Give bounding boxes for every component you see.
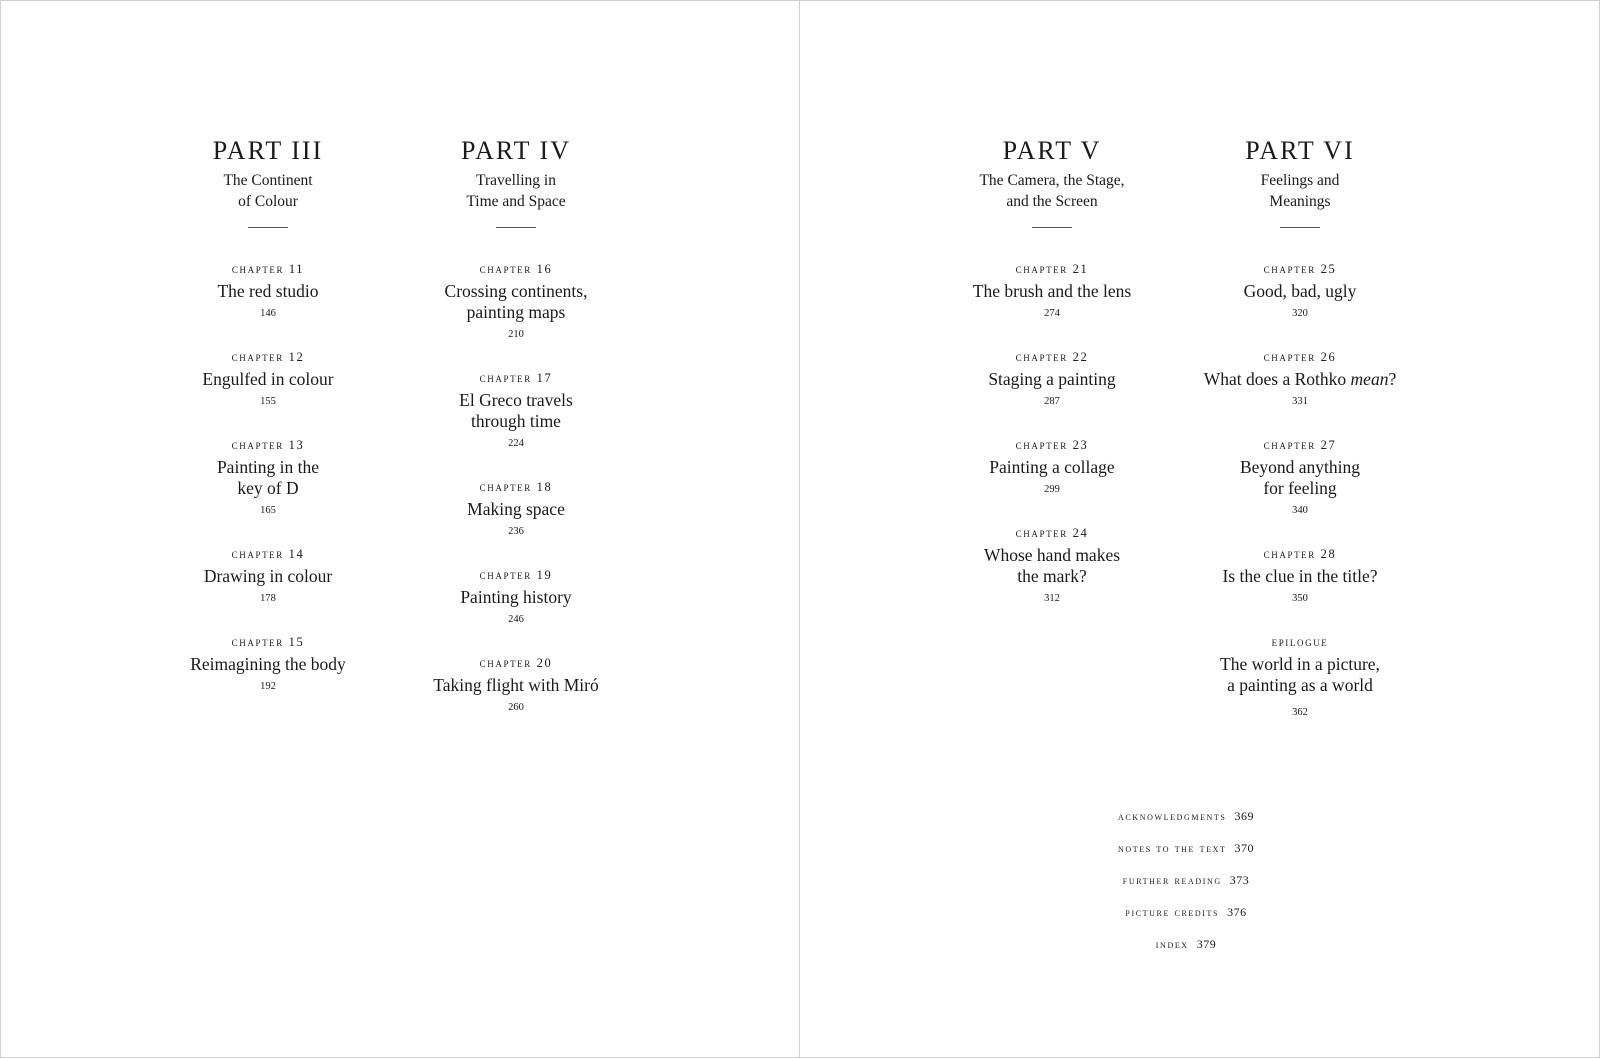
backmatter-page: 376 <box>1227 905 1247 919</box>
part-column <box>1175 136 1425 748</box>
chapter-list <box>927 261 1177 606</box>
backmatter-page: 379 <box>1196 937 1217 951</box>
chapter-entry[interactable] <box>927 349 1177 409</box>
chapter-title: Engulfed in colour <box>202 369 334 389</box>
chapter-title: Taking flight with Miró <box>433 675 599 695</box>
chapter-title: Is the clue in the title? <box>1222 566 1378 586</box>
chapter-entry[interactable] <box>1175 349 1425 409</box>
chapter-entry[interactable] <box>143 634 393 694</box>
chapter-title: Whose hand makes the mark? <box>983 545 1121 586</box>
chapter-page: 146 <box>260 308 276 319</box>
chapter-label: chapter 13 <box>231 438 305 452</box>
chapter-entry[interactable] <box>143 349 393 409</box>
chapter-title-text: ? <box>1388 369 1397 389</box>
chapter-title: Crossing continents, painting maps <box>444 281 588 322</box>
chapter-page: 155 <box>260 396 276 407</box>
chapter-entry[interactable] <box>143 546 393 606</box>
backmatter-page: 373 <box>1229 873 1250 887</box>
chapter-label: chapter 27 <box>1263 438 1337 452</box>
chapter-label: chapter 23 <box>1015 438 1089 452</box>
part-subtitle: Feelings and Meanings <box>1260 172 1340 210</box>
chapter-page: 236 <box>508 526 524 537</box>
chapter-label: chapter 26 <box>1263 350 1337 364</box>
part-column <box>927 136 1177 634</box>
backmatter-page: 369 <box>1234 809 1254 823</box>
chapter-title: Painting history <box>460 587 572 607</box>
backmatter-item[interactable] <box>1026 840 1346 856</box>
chapter-label: chapter 25 <box>1263 262 1337 276</box>
chapter-title: The red studio <box>217 281 319 301</box>
chapter-title: The brush and the lens <box>972 281 1132 301</box>
chapter-entry[interactable] <box>927 525 1177 606</box>
epilogue-title: The world in a picture, a painting as a world <box>1220 654 1380 695</box>
chapter-entry[interactable] <box>1175 261 1425 321</box>
part-column <box>391 136 641 743</box>
chapter-page: 224 <box>508 438 524 449</box>
divider <box>496 227 536 228</box>
epilogue-page: 362 <box>1292 707 1308 718</box>
chapter-page: 320 <box>1292 308 1308 319</box>
epilogue-entry[interactable] <box>1175 634 1425 720</box>
chapter-entry[interactable] <box>391 370 641 451</box>
chapter-label: chapter 21 <box>1015 262 1089 276</box>
chapter-page: 350 <box>1292 593 1308 604</box>
chapter-label: chapter 22 <box>1015 350 1089 364</box>
divider <box>248 227 288 228</box>
chapter-page: 260 <box>508 702 524 713</box>
part-title: PART VI <box>1245 136 1355 165</box>
part-subtitle: Travelling in Time and Space <box>466 172 566 210</box>
chapter-entry[interactable] <box>391 567 641 627</box>
chapter-title: Painting a collage <box>989 457 1115 477</box>
backmatter-label: acknowledgments <box>1118 809 1227 823</box>
chapter-label: chapter 19 <box>479 568 553 582</box>
chapter-label: chapter 18 <box>479 480 553 494</box>
backmatter-label: index <box>1155 937 1189 951</box>
chapter-title: Reimagining the body <box>190 654 346 674</box>
chapter-title-text: What does a Rothko <box>1203 369 1351 389</box>
divider <box>1280 227 1320 228</box>
backmatter-item[interactable] <box>1026 936 1346 952</box>
chapter-title: Drawing in colour <box>203 566 333 586</box>
backmatter-page: 370 <box>1234 841 1254 855</box>
chapter-page: 178 <box>260 593 276 604</box>
part-column <box>143 136 393 722</box>
chapter-list <box>143 261 393 694</box>
chapter-label: chapter 14 <box>231 547 305 561</box>
part-subtitle: The Camera, the Stage, and the Screen <box>979 172 1125 210</box>
chapter-list <box>1175 261 1425 720</box>
chapter-title: Making space <box>467 499 565 519</box>
chapter-page: 287 <box>1044 396 1060 407</box>
chapter-entry[interactable] <box>143 261 393 321</box>
chapter-label: chapter 28 <box>1263 547 1337 561</box>
chapter-label: chapter 20 <box>479 656 553 670</box>
chapter-label: chapter 24 <box>1015 526 1089 540</box>
chapter-title: El Greco travels through time <box>459 390 573 431</box>
chapter-page: 340 <box>1292 505 1308 516</box>
chapter-title: Staging a painting <box>988 369 1116 389</box>
chapter-entry[interactable] <box>927 437 1177 497</box>
epilogue-label: epilogue <box>1271 635 1329 649</box>
chapter-title: Beyond anything for feeling <box>1239 457 1361 498</box>
chapter-entry[interactable] <box>391 261 641 342</box>
chapter-label: chapter 16 <box>479 262 553 276</box>
chapter-label: chapter 17 <box>479 371 553 385</box>
backmatter-label: notes to the text <box>1118 841 1227 855</box>
backmatter-item[interactable] <box>1026 808 1346 824</box>
chapter-entry[interactable] <box>391 479 641 539</box>
chapter-label: chapter 12 <box>231 350 305 364</box>
chapter-entry[interactable] <box>143 437 393 518</box>
chapter-page: 246 <box>508 614 524 625</box>
chapter-page: 210 <box>508 329 524 340</box>
backmatter-list <box>1026 808 1346 968</box>
chapter-label: chapter 15 <box>231 635 305 649</box>
chapter-entry[interactable] <box>1175 437 1425 518</box>
divider <box>1032 227 1072 228</box>
page-gutter <box>799 0 800 1058</box>
backmatter-item[interactable] <box>1026 872 1346 888</box>
chapter-title <box>1175 369 1425 390</box>
part-subtitle: The Continent of Colour <box>223 172 313 210</box>
backmatter-label: further reading <box>1122 873 1222 887</box>
chapter-label: chapter 11 <box>231 262 305 276</box>
backmatter-label: picture credits <box>1125 905 1220 919</box>
chapter-title-emphasis: mean <box>1350 369 1389 389</box>
chapter-page: 299 <box>1044 484 1060 495</box>
chapter-title: Painting in the key of D <box>216 457 320 498</box>
part-title: PART IV <box>461 136 571 165</box>
chapter-page: 274 <box>1044 308 1060 319</box>
chapter-page: 165 <box>260 505 276 516</box>
chapter-page: 312 <box>1044 593 1060 604</box>
chapter-entry[interactable] <box>391 655 641 715</box>
chapter-list <box>391 261 641 715</box>
chapter-entry[interactable] <box>1175 546 1425 606</box>
chapter-page: 331 <box>1292 396 1308 407</box>
part-title: PART V <box>1002 136 1102 165</box>
chapter-entry[interactable] <box>927 261 1177 321</box>
chapter-page: 192 <box>260 681 276 692</box>
part-title: PART III <box>212 136 324 165</box>
backmatter-item[interactable] <box>1026 904 1346 920</box>
chapter-title: Good, bad, ugly <box>1243 281 1357 301</box>
